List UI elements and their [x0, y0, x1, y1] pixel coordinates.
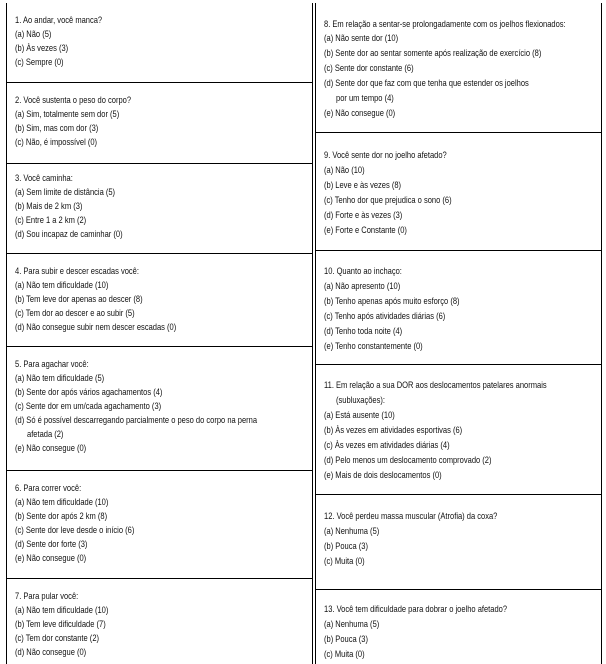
question-3 — [7, 164, 312, 254]
questionnaire-sheet — [6, 3, 602, 664]
answer-option: (e) Forte e Constante (0) — [324, 225, 407, 235]
answer-option: (d) Sou incapaz de caminhar (0) — [15, 229, 123, 239]
answer-option: (a) Sim, totalmente sem dor (5) — [15, 109, 120, 119]
answer-option: (a) Sem limite de distância (5) — [15, 187, 116, 197]
answer-option: (d) Sente dor forte (3) — [15, 539, 88, 549]
right-column — [315, 3, 602, 664]
answer-option: (a) Nenhuma (5) — [324, 619, 380, 629]
question-12 — [316, 495, 602, 590]
question-title: 8. Em relação a sentar-se prolongadamente com os joelhos flexionados: — [324, 19, 566, 29]
question-4 — [7, 254, 312, 347]
answer-option: (b) Às vezes (3) — [15, 43, 69, 53]
question-title: 2. Você sustenta o peso do corpo? — [15, 95, 132, 105]
question-title: 4. Para subir e descer escadas você: — [15, 266, 139, 276]
answer-option: (a) Nenhuma (5) — [324, 526, 380, 536]
answer-option: (a) Não (5) — [15, 29, 52, 39]
answer-option: (c) Sente dor leve desde o início (6) — [15, 525, 135, 535]
question-11 — [316, 365, 602, 495]
answer-option: (a) Não (10) — [324, 165, 365, 175]
question-title: 5. Para agachar você: — [15, 359, 89, 369]
question-1 — [7, 3, 312, 83]
answer-option: (b) Sim, mas com dor (3) — [15, 123, 99, 133]
answer-option: (e) Não consegue (0) — [324, 108, 396, 118]
question-title-continuation: (subluxações): — [336, 395, 385, 405]
answer-option: (c) Muita (0) — [324, 556, 365, 566]
answer-option: (b) Tem leve dor apenas ao descer (8) — [15, 294, 143, 304]
answer-option: (d) Forte e às vezes (3) — [324, 210, 403, 220]
answer-option: (b) Sente dor após vários agachamentos (4) — [15, 387, 163, 397]
answer-option: (c) Sempre (0) — [15, 57, 64, 67]
answer-option: (b) Sente dor ao sentar somente após realização de exercício (8) — [324, 48, 542, 58]
answer-option: (a) Não tem dificuldade (10) — [15, 280, 109, 290]
answer-option: (c) Entre 1 a 2 km (2) — [15, 215, 87, 225]
answer-option: (e) Mais de dois deslocamentos (0) — [324, 470, 442, 480]
answer-option: (a) Não tem dificuldade (5) — [15, 373, 105, 383]
question-6 — [7, 471, 312, 579]
answer-option: (a) Está ausente (10) — [324, 410, 395, 420]
answer-option: (a) Não tem dificuldade (10) — [15, 497, 109, 507]
answer-option: (d) Não consegue (0) — [15, 647, 87, 657]
answer-option: (c) Sente dor em um/cada agachamento (3) — [15, 401, 162, 411]
answer-option: (c) Tenho após atividades diárias (6) — [324, 311, 446, 321]
answer-option-continuation: afetada (2) — [27, 429, 64, 439]
question-title: 9. Você sente dor no joelho afetado? — [324, 150, 447, 160]
question-title: 6. Para correr você: — [15, 483, 82, 493]
answer-option: (c) Tenho dor que prejudica o sono (6) — [324, 195, 452, 205]
answer-option: (b) Sente dor após 2 km (8) — [15, 511, 108, 521]
answer-option: (c) Às vezes em atividades diárias (4) — [324, 440, 450, 450]
answer-option: (a) Não apresento (10) — [324, 281, 401, 291]
answer-option: (c) Tem dor ao descer e ao subir (5) — [15, 308, 135, 318]
answer-option: (e) Não consegue (0) — [15, 443, 87, 453]
answer-option: (d) Sente dor que faz com que tenha que estender os joelhos — [324, 78, 529, 88]
answer-option: (b) Leve e às vezes (8) — [324, 180, 402, 190]
answer-option: (b) Pouca (3) — [324, 634, 368, 644]
answer-option: (c) Tem dor constante (2) — [15, 633, 100, 643]
answer-option: (b) Tem leve dificuldade (7) — [15, 619, 106, 629]
answer-option: (a) Não tem dificuldade (10) — [15, 605, 109, 615]
answer-option: (e) Não consegue (0) — [15, 553, 87, 563]
answer-option: (e) Tenho constantemente (0) — [324, 341, 423, 351]
question-7 — [7, 579, 312, 664]
question-8 — [316, 3, 602, 133]
answer-option: (d) Pelo menos um deslocamento comprovado (2) — [324, 455, 492, 465]
answer-option: (c) Muita (0) — [324, 649, 365, 659]
question-13 — [316, 590, 602, 664]
left-column — [7, 3, 313, 664]
question-5 — [7, 347, 312, 471]
question-10 — [316, 251, 602, 365]
question-title: 11. Em relação a sua DOR aos deslocamentos patelares anormais — [324, 380, 547, 390]
answer-option: (d) Tenho toda noite (4) — [324, 326, 403, 336]
answer-option: (b) Às vezes em atividades esportivas (6) — [324, 425, 463, 435]
question-title: 3. Você caminha: — [15, 173, 73, 183]
question-title: 10. Quanto ao inchaço: — [324, 266, 402, 276]
answer-option-continuation: por um tempo (4) — [336, 93, 394, 103]
answer-option: (d) Não consegue subir nem descer escadas (0) — [15, 322, 177, 332]
question-9 — [316, 133, 602, 251]
question-title: 1. Ao andar, você manca? — [15, 15, 103, 25]
answer-option: (c) Não, é impossível (0) — [15, 137, 98, 147]
question-2 — [7, 83, 312, 164]
answer-option: (c) Sente dor constante (6) — [324, 63, 414, 73]
question-title: 12. Você perdeu massa muscular (Atrofia) da coxa? — [324, 511, 498, 521]
answer-option: (b) Pouca (3) — [324, 541, 368, 551]
answer-option: (a) Não sente dor (10) — [324, 33, 399, 43]
question-title: 7. Para pular você: — [15, 591, 79, 601]
question-title: 13. Você tem dificuldade para dobrar o joelho afetado? — [324, 604, 508, 614]
answer-option: (b) Tenho apenas após muito esforço (8) — [324, 296, 460, 306]
answer-option: (d) Só é possível descarregando parcialmente o peso do corpo na perna — [15, 415, 258, 425]
answer-option: (b) Mais de 2 km (3) — [15, 201, 83, 211]
